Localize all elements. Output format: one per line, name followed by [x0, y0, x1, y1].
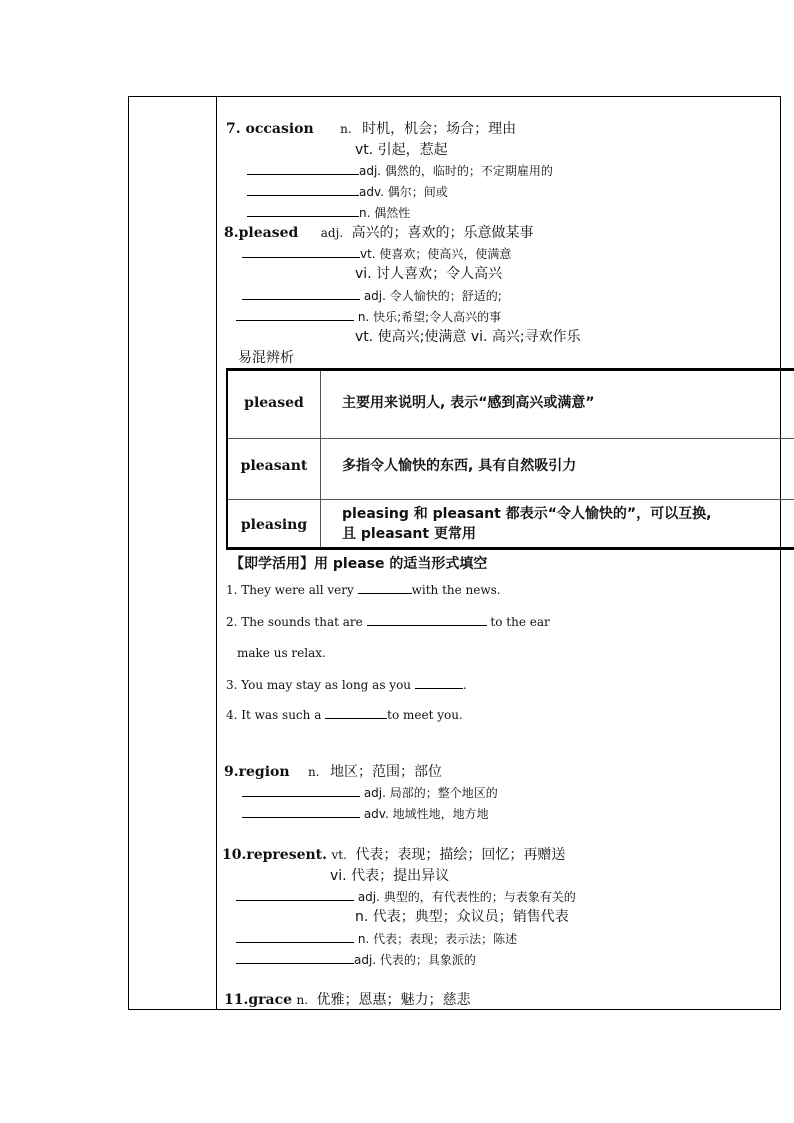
- table-row: [228, 371, 794, 439]
- answer-blank[interactable]: [236, 308, 354, 321]
- entry-pleased: [224, 224, 534, 242]
- table-def: pleasing 和 pleasant 都表示“令人愉快的”，可以互换,: [342, 506, 712, 522]
- entry-represent: [222, 846, 565, 864]
- table-row: [228, 438, 794, 500]
- deriv-def: vt. 使喜欢；使高兴，使满意: [360, 247, 512, 261]
- question-text: 1. They were all very: [226, 583, 354, 597]
- represent-n1: n. 代表；典型；众议员；销售代表: [355, 909, 569, 925]
- exercise-q2: [226, 613, 550, 631]
- table-word: pleased: [244, 395, 304, 411]
- occasion-adv-line: [247, 183, 448, 201]
- word-def: 地区；范围；部位: [329, 764, 442, 780]
- compare-table: [226, 368, 794, 550]
- confusion-label: 易混辨析: [238, 350, 294, 366]
- question-text: 3. You may stay as long as you: [226, 678, 412, 692]
- occasion-n-line: [247, 204, 410, 222]
- region-adj-line: [242, 784, 498, 802]
- exercise-q3: [226, 676, 467, 694]
- pleased-vt-line: [242, 245, 511, 263]
- question-text: .: [462, 678, 467, 692]
- exercise-q1: [226, 581, 501, 599]
- represent-adj-line: [236, 888, 576, 906]
- represent-vi: vi. 代表；提出异议: [330, 868, 450, 884]
- answer-blank[interactable]: [325, 706, 387, 719]
- answer-blank[interactable]: [415, 676, 463, 689]
- word-pos: n.: [307, 765, 320, 779]
- word-pos: adj.: [320, 226, 344, 240]
- pleased-vt2: vt. 使高兴;使满意 vi. 高兴;寻欢作乐: [355, 329, 581, 345]
- deriv-def: adj. 典型的，有代表性的；与表象有关的: [357, 890, 576, 904]
- region-adv-line: [242, 805, 489, 823]
- represent-adj2-line: [236, 951, 476, 969]
- deriv-def: adj. 偶然的，临时的；不定期雇用的: [359, 164, 553, 178]
- entry-grace: [224, 991, 470, 1009]
- question-text: 2. The sounds that are: [226, 615, 363, 629]
- question-text: 4. It was such a: [226, 708, 322, 722]
- deriv-def: adj. 代表的；具象派的: [354, 953, 476, 967]
- word-head: 8.pleased: [224, 225, 299, 241]
- word-pos: n.: [296, 993, 309, 1007]
- exercise-title: 【即学活用】用 please 的适当形式填空: [230, 556, 488, 572]
- word-head: 11.grace: [224, 992, 293, 1008]
- exercise-q4: [226, 706, 463, 724]
- answer-blank[interactable]: [236, 930, 354, 943]
- answer-blank[interactable]: [242, 245, 360, 258]
- word-pos: vt.: [331, 848, 347, 862]
- represent-n2-line: [236, 930, 517, 948]
- table-def: 主要用来说明人, 表示“感到高兴或满意”: [342, 395, 595, 411]
- word-pos: n.: [340, 122, 352, 136]
- deriv-def: adj. 令人愉快的；舒适的;: [363, 289, 502, 303]
- question-text: to the ear: [490, 615, 550, 629]
- answer-blank[interactable]: [247, 183, 359, 196]
- pleased-vi: vi. 讨人喜欢；令人高兴: [355, 266, 503, 282]
- deriv-def: adv. 偶尔；间或: [359, 185, 448, 199]
- deriv-def: n. 代表；表现；表示法；陈述: [357, 932, 518, 946]
- word-def: 时机，机会；场合；理由: [362, 121, 517, 137]
- deriv-def: n. 偶然性: [359, 206, 411, 220]
- table-def: 且 pleasant 更常用: [342, 526, 476, 542]
- word-head: 10.represent.: [222, 847, 328, 863]
- answer-blank[interactable]: [247, 162, 359, 175]
- table-word: pleasing: [240, 517, 308, 533]
- word-def: 高兴的；喜欢的；乐意做某事: [351, 225, 534, 241]
- answer-blank[interactable]: [247, 204, 359, 217]
- question-text: to meet you.: [387, 708, 463, 722]
- deriv-def: adv. 地域性地，地方地: [363, 807, 489, 821]
- deriv-def: adj. 局部的；整个地区的: [363, 786, 498, 800]
- answer-blank[interactable]: [242, 287, 360, 300]
- answer-blank[interactable]: [242, 784, 360, 797]
- answer-blank[interactable]: [367, 613, 487, 626]
- column-divider: [216, 96, 217, 1010]
- table-word: pleasant: [240, 458, 308, 474]
- entry-occasion: [226, 120, 516, 138]
- pleased-n-line: [236, 308, 501, 326]
- entry-region: [224, 763, 442, 781]
- answer-blank[interactable]: [358, 581, 412, 594]
- word-def: 优雅；恩惠；魅力；慈悲: [316, 992, 471, 1008]
- word-head: 9.region: [224, 764, 290, 780]
- exercise-q2-cont: make us relax.: [237, 646, 326, 660]
- table-def: 多指令人愉快的东西, 具有自然吸引力: [342, 458, 577, 474]
- word-def: 代表；表现；描绘；回忆；再赠送: [355, 847, 566, 863]
- question-text: with the news.: [411, 583, 501, 597]
- deriv-def: n. 快乐;希望;令人高兴的事: [357, 310, 502, 324]
- table-row: [228, 500, 794, 548]
- answer-blank[interactable]: [236, 888, 354, 901]
- answer-blank[interactable]: [242, 805, 360, 818]
- answer-blank[interactable]: [236, 951, 354, 964]
- word-head: 7. occasion: [226, 121, 314, 137]
- occasion-vt: vt. 引起，惹起: [355, 142, 448, 158]
- pleased-adj-line: [242, 287, 502, 305]
- occasion-adj-line: [247, 162, 553, 180]
